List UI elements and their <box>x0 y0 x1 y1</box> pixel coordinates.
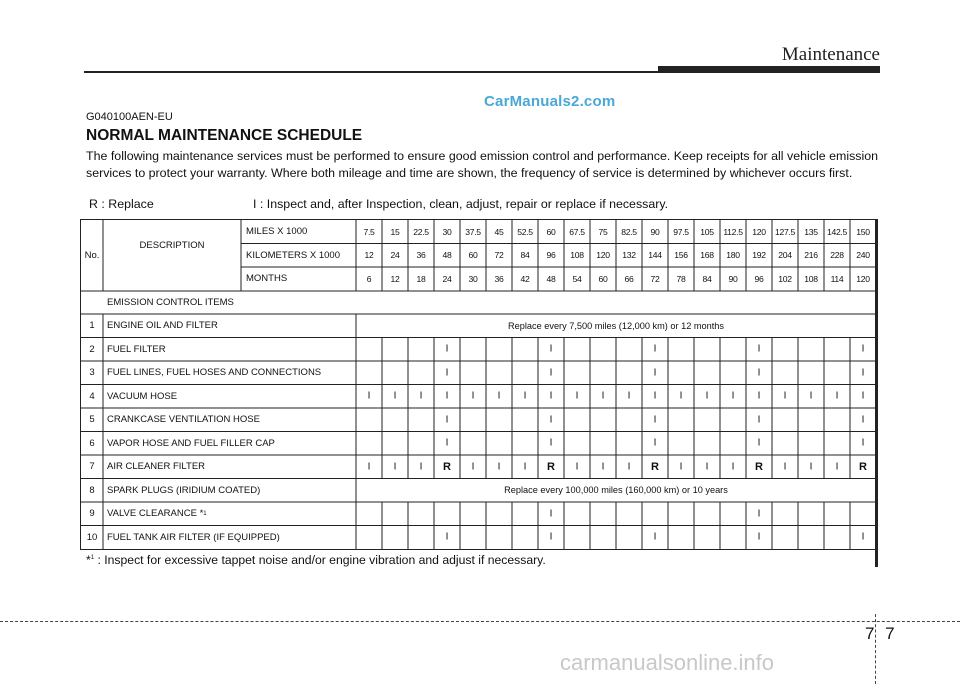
interval-value: 90 <box>728 273 738 284</box>
interval-value: 240 <box>856 250 870 261</box>
interval-value: 144 <box>648 250 662 261</box>
inspect-mark: I <box>523 390 527 402</box>
inspect-mark: I <box>445 531 449 543</box>
item-name: CRANKCASE VENTILATION HOSE <box>107 414 260 426</box>
item-name: FUEL FILTER <box>107 343 166 355</box>
interval-value: 108 <box>804 273 818 284</box>
inspect-mark: I <box>757 437 761 449</box>
interval-value: 97.5 <box>673 226 689 237</box>
interval-value: 72 <box>494 250 504 261</box>
interval-value: 228 <box>830 250 844 261</box>
inspect-mark: I <box>757 531 761 543</box>
inspect-mark: I <box>393 390 397 402</box>
inspect-mark: I <box>835 390 839 402</box>
interval-value: 192 <box>752 250 766 261</box>
interval-value: 12 <box>364 250 374 261</box>
interval-value: 30 <box>468 273 478 284</box>
interval-value: 90 <box>650 226 660 237</box>
item-name: FUEL LINES, FUEL HOSES AND CONNECTIONS <box>107 367 322 379</box>
inspect-mark: I <box>497 461 501 473</box>
item-name: VACUUM HOSE <box>107 390 178 402</box>
interval-value: 72 <box>650 273 660 284</box>
interval-value: 105 <box>700 226 714 237</box>
inspect-mark: I <box>445 367 449 379</box>
interval-value: 120 <box>752 226 766 237</box>
inspect-mark: I <box>575 461 579 473</box>
item-number: 9 <box>89 508 95 520</box>
interval-value: 120 <box>596 250 610 261</box>
inspect-mark: I <box>627 461 631 473</box>
inspect-mark: I <box>471 390 475 402</box>
interval-value: 18 <box>416 273 426 284</box>
item-name: VALVE CLEARANCE * 1 <box>107 508 207 520</box>
replace-mark: R <box>443 460 451 473</box>
inspect-mark: I <box>861 367 865 379</box>
item-name: AIR CLEANER FILTER <box>107 461 206 473</box>
inspect-mark: I <box>497 390 501 402</box>
interval-value: 48 <box>546 273 556 284</box>
interval-value: 60 <box>468 250 478 261</box>
item-number: 2 <box>89 343 95 355</box>
inspect-mark: I <box>731 461 735 473</box>
inspect-mark: I <box>783 390 787 402</box>
inspect-mark: I <box>367 461 371 473</box>
interval-value: 7.5 <box>363 226 375 237</box>
item-name: VAPOR HOSE AND FUEL FILLER CAP <box>107 437 275 449</box>
inspect-mark: I <box>679 390 683 402</box>
interval-value: 180 <box>726 250 740 261</box>
interval-row-label: MONTHS <box>246 273 288 285</box>
interval-value: 48 <box>442 250 452 261</box>
inspect-mark: I <box>653 414 657 426</box>
interval-value: 120 <box>856 273 870 284</box>
inspect-mark: I <box>653 437 657 449</box>
interval-value: 36 <box>494 273 504 284</box>
section-title: Maintenance <box>781 44 880 65</box>
item-number: 10 <box>86 531 98 543</box>
interval-value: 114 <box>830 273 844 284</box>
inspect-mark: I <box>757 390 761 402</box>
interval-value: 6 <box>366 273 372 284</box>
interval-value: 127.5 <box>774 226 795 237</box>
inspect-mark: I <box>653 343 657 355</box>
inspect-mark: I <box>653 367 657 379</box>
inspect-mark: I <box>757 343 761 355</box>
interval-value: 102 <box>778 273 792 284</box>
inspect-mark: I <box>705 390 709 402</box>
inspect-mark: I <box>549 508 553 520</box>
inspect-mark: I <box>861 531 865 543</box>
header-description-label: DESCRIPTION <box>139 240 205 251</box>
document-code: G040100AEN-EU <box>86 111 173 123</box>
replace-mark: R <box>755 460 763 473</box>
inspect-mark: I <box>757 508 761 520</box>
inspect-mark: I <box>367 390 371 402</box>
interval-value: 108 <box>570 250 584 261</box>
inspect-mark: I <box>445 437 449 449</box>
inspect-mark: I <box>549 367 553 379</box>
footer-dashed-rule <box>0 621 960 622</box>
interval-value: 36 <box>416 250 426 261</box>
inspect-mark: I <box>549 531 553 543</box>
inspect-mark: I <box>445 390 449 402</box>
inspect-mark: I <box>471 461 475 473</box>
item-name: SPARK PLUGS (IRIDIUM COATED) <box>107 484 261 496</box>
item-number: 8 <box>89 484 95 496</box>
interval-value: 75 <box>598 226 608 237</box>
interval-value: 112.5 <box>723 226 743 237</box>
inspect-mark: I <box>445 343 449 355</box>
inspect-mark: I <box>549 437 553 449</box>
interval-value: 204 <box>778 250 792 261</box>
inspect-mark: I <box>705 461 709 473</box>
item-number: 7 <box>89 461 95 473</box>
footnote-sup: 1 <box>90 554 95 561</box>
inspect-mark: I <box>627 390 631 402</box>
interval-value: 60 <box>598 273 608 284</box>
header-no-label: No. <box>84 250 100 261</box>
inspect-mark: I <box>419 390 423 402</box>
inspect-mark: I <box>809 390 813 402</box>
inspect-mark: I <box>809 461 813 473</box>
item-number: 5 <box>89 414 95 426</box>
inspect-mark: I <box>679 461 683 473</box>
interval-value: 24 <box>442 273 452 284</box>
item-number: 1 <box>89 320 95 332</box>
interval-value: 15 <box>390 226 400 237</box>
interval-value: 168 <box>700 250 714 261</box>
interval-value: 150 <box>856 226 870 237</box>
inspect-mark: I <box>731 390 735 402</box>
inspect-mark: I <box>861 437 865 449</box>
interval-value: 82.5 <box>621 226 637 237</box>
inspect-mark: I <box>575 390 579 402</box>
legend-inspect: I : Inspect and, after Inspection, clean, adjust, repair or replace if necessary. <box>253 197 669 211</box>
watermark-bottom: carmanualsonline.info <box>560 650 775 675</box>
interval-value: 12 <box>390 273 400 284</box>
inspect-mark: I <box>861 390 865 402</box>
interval-value: 132 <box>622 250 636 261</box>
interval-value: 45 <box>494 226 504 237</box>
interval-value: 60 <box>546 226 556 237</box>
interval-value: 66 <box>624 273 634 284</box>
inspect-mark: I <box>445 414 449 426</box>
inspect-mark: I <box>549 414 553 426</box>
legend-replace: R : Replace <box>89 197 154 211</box>
interval-note: Replace every 100,000 miles (160,000 km) or 10 years <box>504 485 728 496</box>
inspect-mark: I <box>861 414 865 426</box>
interval-value: 67.5 <box>569 226 585 237</box>
intro-paragraph: The following maintenance services must be performed to ensure good emission control and performance. Keep receipts for all vehicle emission services to protect your warranty. Where both mileage and time are shown, the frequency of service is determined by whichever occurs first. <box>86 149 878 180</box>
item-number: 3 <box>89 367 95 379</box>
replace-mark: R <box>859 460 867 473</box>
interval-value: 42 <box>520 273 530 284</box>
footnote-marker: * <box>86 553 91 567</box>
interval-value: 54 <box>572 273 582 284</box>
footnote <box>86 553 546 567</box>
inspect-mark: I <box>783 461 787 473</box>
inspect-mark: I <box>393 461 397 473</box>
interval-value: 96 <box>546 250 556 261</box>
footnote-text: : Inspect for excessive tappet noise and/or engine vibration and adjust if necessary. <box>94 553 546 567</box>
replace-mark: R <box>651 460 659 473</box>
inspect-mark: I <box>835 461 839 473</box>
interval-note: Replace every 7,500 miles (12,000 km) or 12 months <box>507 320 724 331</box>
inspect-mark: I <box>549 390 553 402</box>
interval-value: 84 <box>520 250 530 261</box>
inspect-mark: I <box>549 343 553 355</box>
interval-value: 156 <box>674 250 688 261</box>
inspect-mark: I <box>601 390 605 402</box>
inspect-mark: I <box>757 414 761 426</box>
interval-value: 52.5 <box>517 226 533 237</box>
item-name: FUEL TANK AIR FILTER (IF EQUIPPED) <box>107 531 280 543</box>
item-number: 4 <box>89 390 95 402</box>
replace-mark: R <box>547 460 555 473</box>
inspect-mark: I <box>523 461 527 473</box>
interval-value: 96 <box>754 273 764 284</box>
interval-value: 30 <box>442 226 452 237</box>
item-name: ENGINE OIL AND FILTER <box>107 320 218 332</box>
inspect-mark: I <box>419 461 423 473</box>
interval-row-label: KILOMETERS X 1000 <box>246 249 340 261</box>
interval-value: 24 <box>390 250 400 261</box>
inspect-mark: I <box>653 390 657 402</box>
inspect-mark: I <box>653 531 657 543</box>
item-number: 6 <box>89 437 95 449</box>
section-label: EMISSION CONTROL ITEMS <box>107 297 234 308</box>
interval-value: 216 <box>804 250 818 261</box>
watermark-top: CarManuals2.com <box>484 93 616 110</box>
page-number: 7 7 <box>865 624 898 643</box>
interval-value: 135 <box>804 226 818 237</box>
item-name-sup: 1 <box>203 510 207 517</box>
interval-value: 78 <box>676 273 686 284</box>
inspect-mark: I <box>757 367 761 379</box>
interval-value: 22.5 <box>413 226 429 237</box>
inspect-mark: I <box>861 343 865 355</box>
interval-row-label: MILES X 1000 <box>246 226 308 238</box>
inspect-mark: I <box>601 461 605 473</box>
interval-value: 84 <box>702 273 712 284</box>
interval-value: 142.5 <box>826 226 847 237</box>
interval-value: 37.5 <box>465 226 481 237</box>
page-heading: NORMAL MAINTENANCE SCHEDULE <box>86 127 363 144</box>
